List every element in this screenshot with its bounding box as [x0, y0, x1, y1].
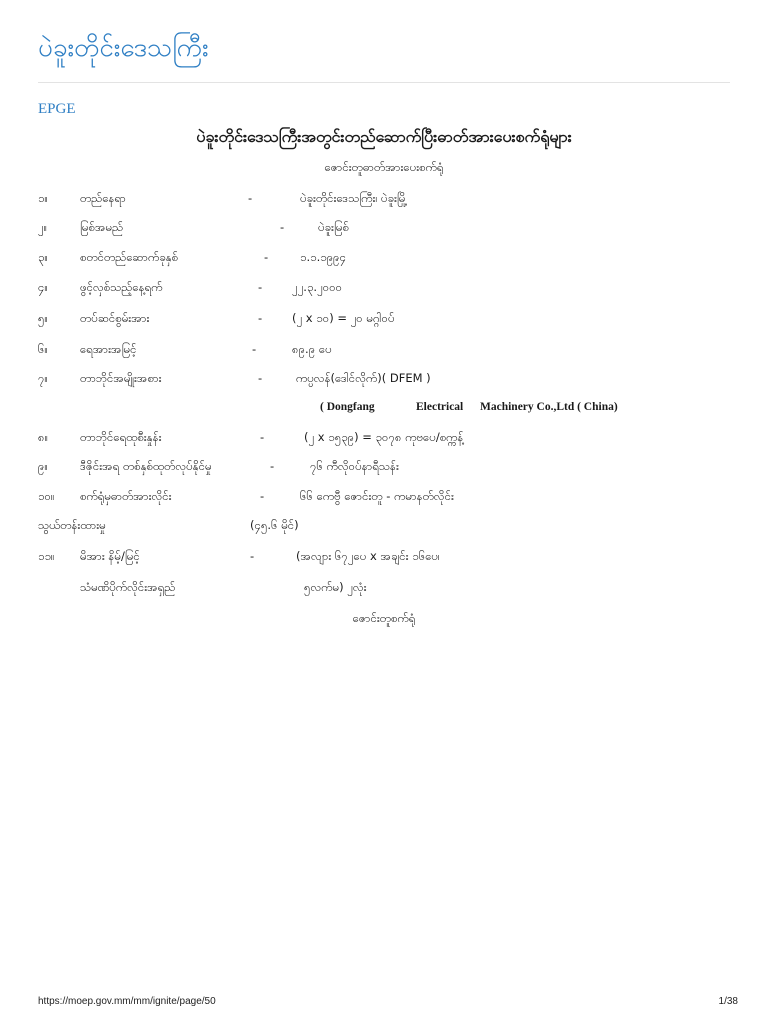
row-label: တာဘိုင်ရေထုစီးနှုန်း: [80, 430, 162, 444]
row-label: သံမဏိပိုက်လိုင်းအရှည်: [80, 580, 176, 594]
row-number: ၁၀။: [38, 489, 55, 503]
site-tag: EPGE: [38, 101, 76, 117]
manufacturer-mid: Electrical: [416, 401, 464, 413]
turbine-manufacturer: [320, 401, 618, 413]
spec-row-annual-output: [0, 459, 768, 479]
row-value: ၇၆ ကီလိုဝပ်နာရီသန်း: [310, 459, 399, 473]
row-dash: -: [280, 220, 285, 234]
row-dash: -: [270, 459, 275, 473]
row-dash: -: [252, 342, 257, 356]
row-value: ကပ္ပလန်(ဒေါင်လိုက်)( DFEM ): [296, 371, 431, 385]
closing-caption-row: [0, 611, 768, 631]
spec-row-penstock: [0, 549, 768, 569]
manufacturer-name: ( Dongfang: [320, 401, 375, 413]
row-label: စက်ရုံမှဓာတ်အားလိုင်း: [80, 489, 172, 503]
row-number: ၁။: [38, 191, 48, 205]
spec-row-installed-capacity: [0, 311, 768, 331]
footer-url-link[interactable]: https://moep.gov.mm/mm/ignite/page/50: [38, 996, 216, 1007]
row-value: (၂ x ၁၀) = ၂၀ မဂ္ဂါဝပ်: [292, 311, 395, 325]
row-label: တာဘိုင်အမျိုးအစား: [80, 371, 162, 385]
spec-row-transmission-length: [0, 518, 768, 538]
row-value: ၅လက်မ) ၂လုံး: [304, 580, 367, 594]
spec-row-river: [0, 220, 768, 240]
row-number: ၄။: [38, 280, 48, 294]
closing-caption: ဇောင်းတူစက်ရုံ: [352, 611, 416, 625]
row-label: ဖွင့်လှစ်သည့်နေ့ရက်: [80, 280, 163, 294]
row-value: ၂၂.၃.၂၀၀၀: [292, 280, 343, 294]
spec-row-penstock-detail: [0, 580, 768, 600]
row-dash: -: [258, 371, 263, 385]
manufacturer-rest: Machinery Co.,Ltd ( China): [480, 401, 618, 413]
row-number: ၂။: [38, 220, 48, 234]
row-label: မြစ်အမည်: [80, 220, 124, 234]
row-label: ရေအားအမြင့်: [80, 342, 137, 356]
document-subheading: ဇောင်းတူဓာတ်အားပေးစက်ရုံ: [324, 160, 444, 174]
row-label: ဒီဇိုင်းအရ တစ်နှစ်ထုတ်လုပ်နိုင်မှု: [80, 459, 212, 473]
row-value: (အလျား ၆၇၂ပေ x အချင်း ၁၆ပေ၊: [296, 549, 440, 563]
row-dash: -: [250, 549, 255, 563]
row-value: (၂ x ၁၅၃၉) = ၃၀၇၈ ကုဗပေ/စက္ကန့်: [304, 430, 464, 444]
row-value: ပဲခူးမြစ်: [318, 220, 349, 234]
row-value: ပဲခူးတိုင်းဒေသကြီး၊ ပဲခူးမြို့: [300, 191, 408, 205]
row-value: ၆၆ ကေဗွီ ဇောင်းတူ - ကမာနတ်လိုင်း: [300, 489, 454, 503]
row-dash: -: [260, 430, 265, 444]
row-lead: သွယ်တန်းထားမှု: [38, 518, 106, 532]
row-label: မိအား နိမ့်/မြင့်: [80, 549, 140, 563]
row-number: ၉။: [38, 459, 48, 473]
row-dash: -: [264, 250, 269, 264]
row-value: ၈၉.၉ ပေ: [292, 342, 332, 356]
row-label: တပ်ဆင်စွမ်းအား: [80, 311, 150, 325]
row-number: ၁၁။: [38, 549, 55, 563]
spec-row-head-height: [0, 342, 768, 362]
spec-row-turbine-type: [0, 371, 768, 391]
title-divider: [38, 82, 730, 83]
spec-row-transmission-line: [0, 489, 768, 509]
spec-row-start-year: [0, 250, 768, 270]
row-label: စတင်တည်ဆောက်ခုနှစ်: [80, 250, 179, 264]
row-number: ၃။: [38, 250, 48, 264]
row-dash: -: [248, 191, 253, 205]
row-number: ၈။: [38, 430, 49, 444]
footer-page-number: 1/38: [718, 996, 738, 1007]
document-heading: ပဲခူးတိုင်းဒေသကြီးအတွင်းတည်ဆောက်ပြီးဓာတ်အားပေးစက်ရုံများ: [196, 127, 572, 146]
row-value: (၄၅.၆ မိုင်): [250, 518, 299, 532]
row-number: ၇။: [38, 371, 48, 385]
row-label: တည်နေရာ: [80, 191, 126, 205]
spec-row-flow-rate: [0, 430, 768, 450]
row-dash: -: [260, 489, 265, 503]
spec-row-opening-date: [0, 280, 768, 300]
spec-row-location: [0, 191, 768, 211]
row-dash: -: [258, 311, 263, 325]
row-dash: -: [258, 280, 263, 294]
row-number: ၅။: [38, 311, 48, 325]
row-number: ၆။: [38, 342, 48, 356]
page-title: ပဲခူးတိုင်းဒေသကြီး: [38, 33, 209, 63]
row-value: ၁.၁.၁၉၉၄: [300, 250, 347, 264]
